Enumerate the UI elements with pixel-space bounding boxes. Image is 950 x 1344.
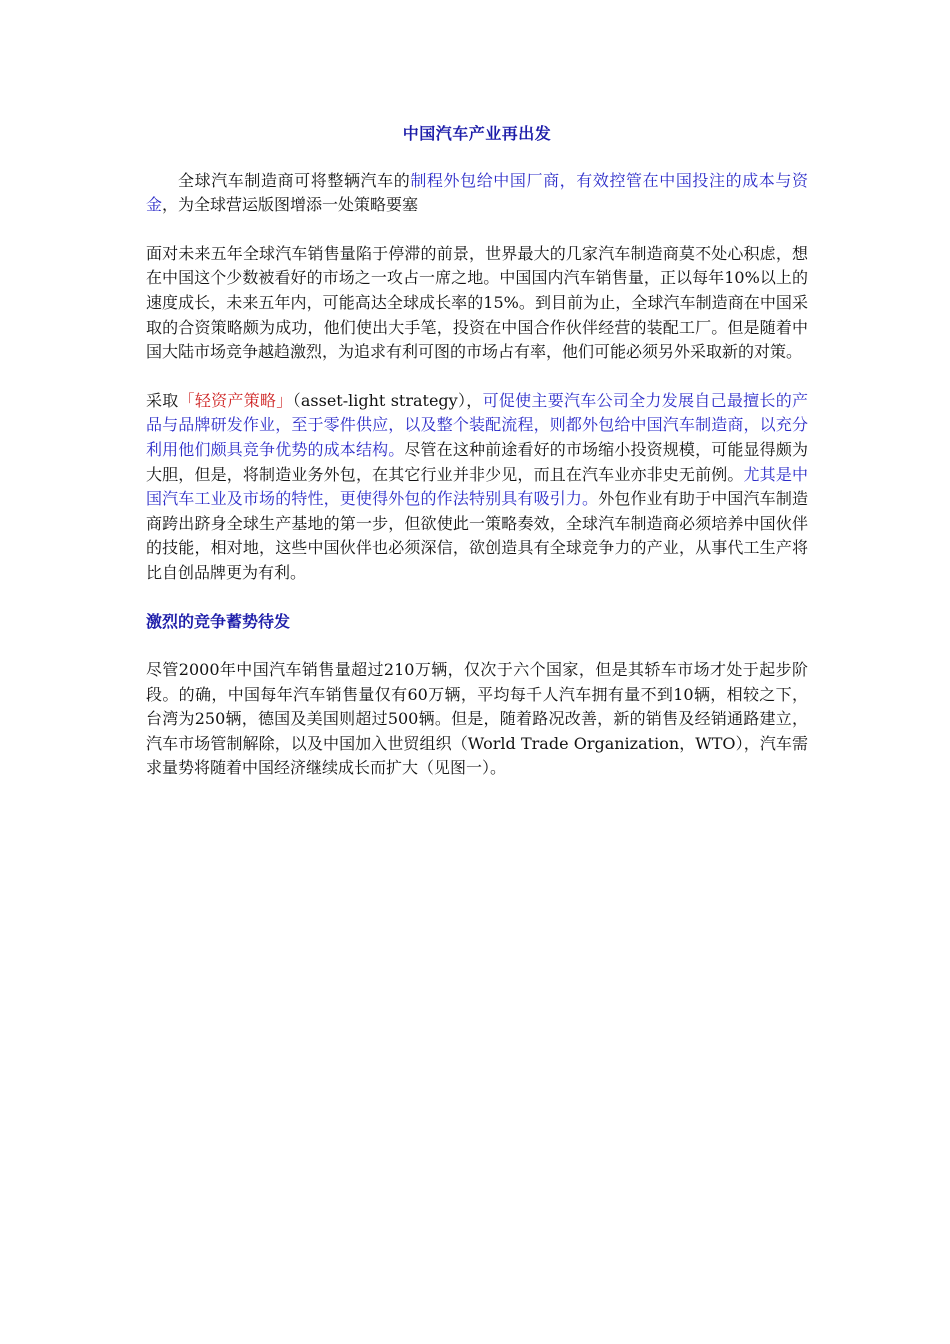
body-paragraph-3 [146,389,808,586]
strategy-term-cn: 「轻资产策略」 [178,390,293,410]
para3-tail: 外包作业有助于中国汽车制造商跨出跻身全球生产基地的第一步，但欲使此一策略奏效，全球汽车制造商必须培养中国伙伴的技能，相对地，这些中国伙伴也必须深信，欲创造具有全球竞争力的产业，从事代工生产将比自创品牌更为有利。 [146,489,808,582]
intro-highlight: 制程外包给中国厂商，有效控管在中国投注的成本与资金 [146,170,808,215]
document-title: 中国汽车产业再出发 [402,124,552,143]
section-heading: 激烈的竞争蓄势待发 [146,611,291,631]
body-paragraph-2: 面对未来五年全球汽车销售量陷于停滞的前景，世界最大的几家汽车制造商莫不处心积虑，想在中国这个少数被看好的市场之一攻占一席之地。中国国内汽车销售量，正以每年10%以上的速度成长，未来五年内，可能高达全球成长率的15%。到目前为止，全球汽车制造商在中国采取的合资策略颇为成功，他们使出大手笔，投资在中国合作伙伴经营的装配工厂。但是随着中国大陆市场竞争越趋激烈，为追求有利可图的市场占有率，他们可能必须另外采取新的对策。 [146,243,808,362]
para3-middle: 尽管在这种前途看好的市场缩小投资规模，可能显得颇为大胆，但是，将制造业务外包，在其它行业并非少见，而且在汽车业亦非史无前例。 [146,439,808,484]
document-page [146,122,808,805]
para3-highlight-1: 可促使主要汽车公司全力发展自己最擅长的产品与品牌研发作业，至于零件供应，以及整个装配流程，则都外包给中国汽车制造商，以充分利用他们颇具竞争优势的成本结构。 [146,390,808,459]
strategy-term-en: （asset-light strategy）， [292,390,483,410]
para3-lead: 采取 [146,390,179,410]
intro-text-1: 全球汽车制造商可将整辆汽车的 [178,170,411,190]
body-paragraph-4: 尽管2000年中国汽车销售量超过210万辆，仅次于六个国家，但是其轿车市场才处于起步阶段。的确，中国每年汽车销售量仅有60万辆，平均每千人汽车拥有量不到10辆，相较之下，台湾为250辆，德国及美国则超过500辆。但是，随着路况改善，新的销售及经销通路建立，汽车市场管制解除，以及中国加入世贸组织（World Trade Organization，WTO），汽车需求量势将随着中国经济继续成长而扩大（见图一）。 [146,660,808,778]
para3-highlight-2: 尤其是中国汽车工业及市场的特性，更使得外包的作法特别具有吸引力。 [146,464,808,509]
intro-text-2: ，为全球营运版图增添一处策略要塞 [162,195,419,215]
intro-paragraph [146,169,808,218]
